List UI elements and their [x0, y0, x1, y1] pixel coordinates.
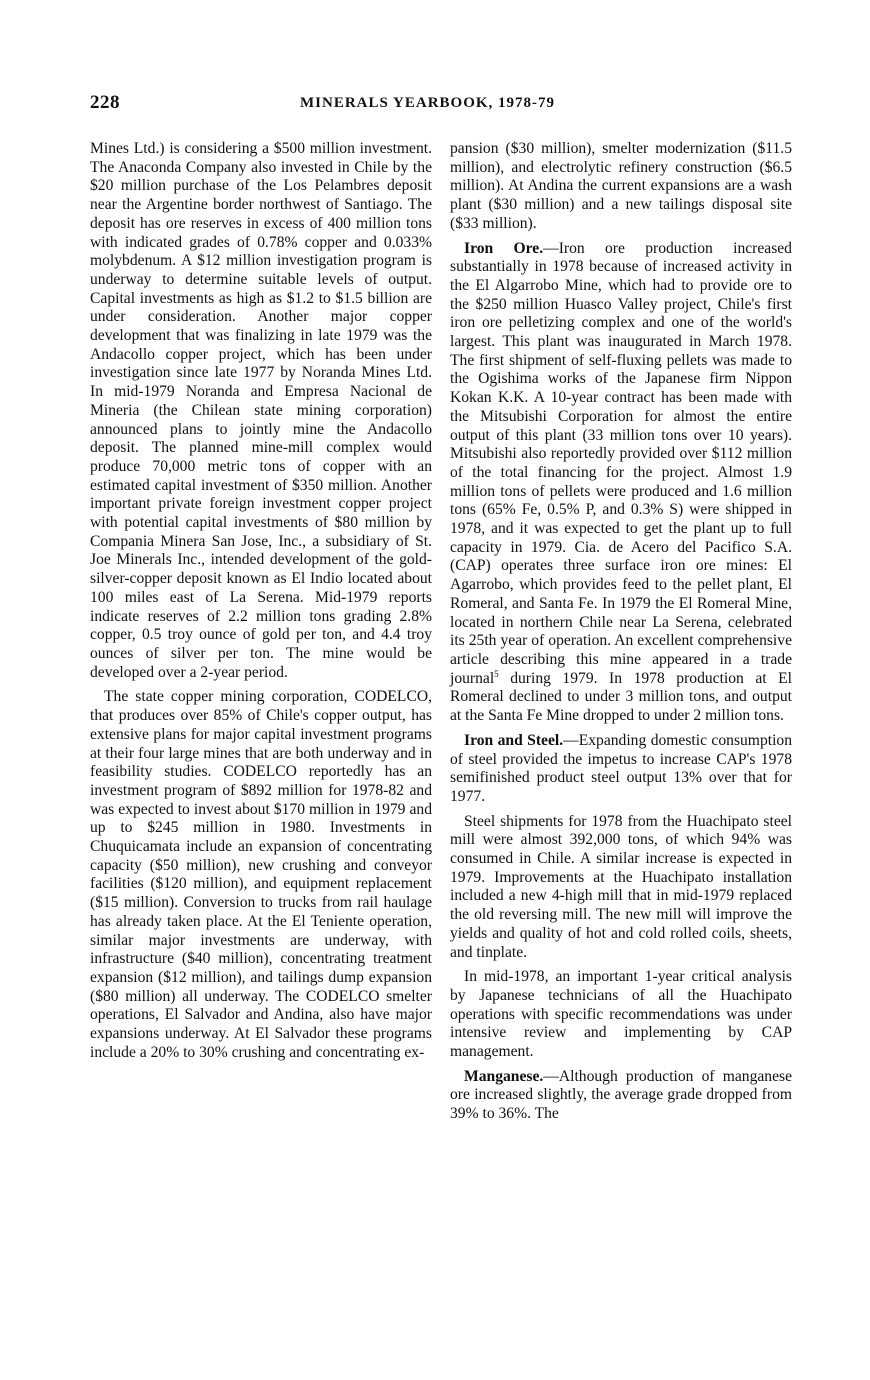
paragraph-iron-steel	[450, 732, 792, 807]
left-column	[90, 140, 432, 1062]
paragraph-copper-projects: Mines Ltd.) is considering a $500 million investment. The Anaconda Company also invested in Chile by the $20 million purchase of the Los Pelambres deposit near the Argentine border northwest of Santiago. The deposit has ore reserves in excess of 400 million tons with indicated grades of 0.78% copper and 0.033% molybdenum. A $12 million investigation program is underway to determine suitable levels of output. Capital investments as high as $1.2 to $1.5 billion are under consideration. Another major copper development that was finalizing in late 1979 was the Andacollo copper project, which has been under investigation since late 1977 by Noranda Mines Ltd. In mid-1979 Noranda and Empresa Nacional de Mineria (the Chilean state mining corporation) announced plans to jointly mine the Andacollo deposit. The planned mine-mill complex would produce 70,000 metric tons of copper with an estimated capital investment of $350 million. Another important private foreign investment copper project with potential capital investments of $80 million by Compania Minera San Jose, Inc., a subsidiary of St. Joe Minerals Inc., intended development of the gold-silver-copper deposit known as El Indio located about 100 miles east of La Serena. Mid-1979 reports indicate reserves of 2.2 million tons grading 2.8% copper, 0.5 troy ounce of gold per ton, and 4.4 troy ounces of silver per ton. The mine would be developed over a 2-year period.	[90, 140, 432, 681]
paragraph-steel-shipments: Steel shipments for 1978 from the Huachipato steel mill were almost 392,000 tons, of which 94% was consumed in Chile. A similar increase is expected in 1979. Improvements at the Huachipato installation included a new 4-high mill that in mid-1979 replaced the old reversing mill. The new mill will improve the yields and quality of hot and cold rolled coils, sheets, and tinplate.	[450, 812, 792, 961]
paragraph-codelco: The state copper mining corporation, CODELCO, that produces over 85% of Chile's copper output, has extensive plans for major capital investment programs at their four large mines that are both underway and in feasibility studies. CODELCO reportedly has an investment program of $892 million for 1978-82 and was expected to invest about $170 million in 1979 and up to $245 million in 1980. Investments in Chuquicamata include an expansion of concentrating capacity ($50 million), new crushing and conveyor facilities ($120 million), and equipment replacement ($15 million). Conversion to trucks from rail haulage has already taken place. At the El Teniente operation, similar major investments are underway, with infrastructure ($40 million), concentrating treatment expansion ($12 million), and tailings dump expansion ($80 million) all underway. The CODELCO smelter operations, El Salvador and Andina, also have major expansions underway. At El Salvador these programs include a 20% to 30% crushing and concentrating ex-	[90, 688, 432, 1061]
section-heading-iron-steel: Iron and Steel.	[464, 731, 564, 749]
section-heading-iron-ore: Iron Ore.	[464, 239, 544, 257]
paragraph-manganese	[450, 1068, 792, 1124]
iron-ore-text: —Iron ore production increased substantially in 1978 because of increased activity in the El Algarrobo Mine, which had to provide ore to the $250 million Huasco Valley project, Chile's first iron ore pelletizing complex and one of the world's largest. This plant was inaugurated in March 1978. The first shipment of self-fluxing pellets was made to the Ogishima works of the Japanese firm Nippon Kokan K.K. A 10-year contract has been made with the Mitsubishi Corporation for almost the entire output of this plant (33 million tons over 10 years). Mitsubishi also reportedly provided over $112 million of the total financing for the project. Almost 1.9 million tons of pellets were produced and 1.6 million tons (65% Fe, 0.5% P, and 0.3% S) were shipped in 1978, and it was expected to get the plant up to full capacity in 1979. Cia. de Acero del Pacifico S.A. (CAP) operates three surface iron ore mines: El Agarrobo, which provides feed to the pellet plant, El Romeral, and Santa Fe. In 1979 the El Romeral Mine, located in northern Chile near La Serena, celebrated its 25th year of operation. An excellent comprehensive article describing this mine appeared in a trade journal	[450, 239, 792, 687]
iron-ore-text-end: during 1979. In 1978 production at El Romeral declined to under 3 million tons, and output at the Santa Fe Mine dropped to under 2 million tons.	[450, 669, 792, 725]
section-heading-manganese: Manganese.	[464, 1067, 544, 1085]
right-column	[450, 140, 792, 1124]
running-title: MINERALS YEARBOOK, 1978-79	[300, 95, 556, 111]
paragraph-expansion-continued: pansion ($30 million), smelter modernization ($11.5 million), and electrolytic refinery construction ($6.5 million). At Andina the current expansions are a wash plant ($30 million) and a new tailings disposal site ($33 million).	[450, 140, 792, 232]
footnote-reference: 5	[494, 668, 499, 679]
iron-steel-text: —Expanding domestic consumption of steel provided the impetus to increase CAP's 1978 semifinished product steel output 13% over that for 1977.	[450, 731, 792, 805]
paragraph-critical-analysis: In mid-1978, an important 1-year critical analysis by Japanese technicians of all the Huachipato operations with specific recommendations was under intensive review and implementing by CAP management.	[450, 968, 792, 1061]
paragraph-iron-ore	[450, 240, 792, 726]
page-number: 228	[90, 92, 120, 113]
manganese-text: —Although production of manganese ore increased slightly, the average grade dropped from 39% to 36%. The	[450, 1067, 792, 1123]
